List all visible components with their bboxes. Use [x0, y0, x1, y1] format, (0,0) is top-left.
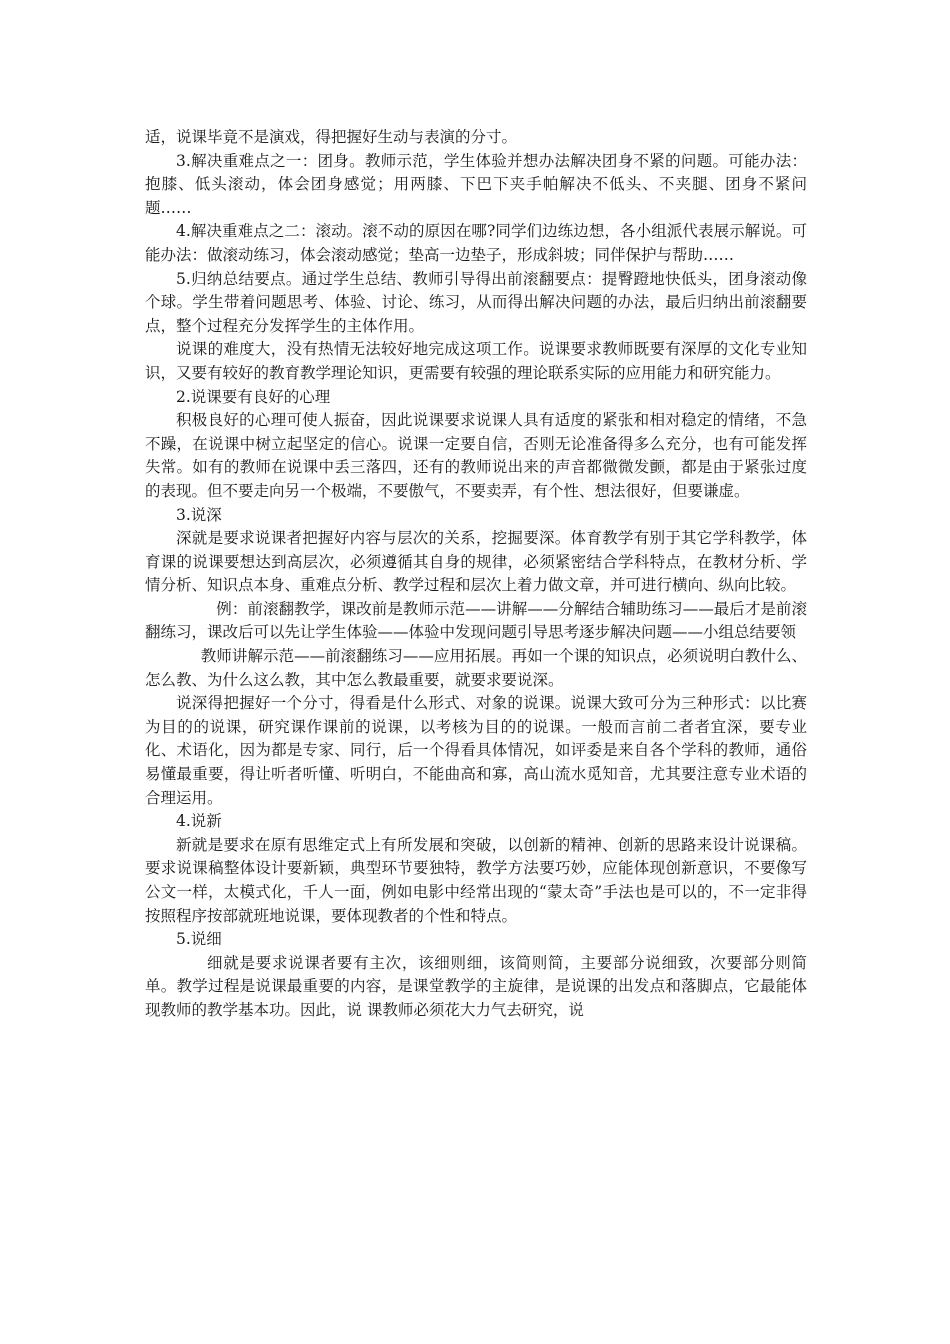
paragraph-step-4: 4.解决重难点之二：滚动。滚不动的原因在哪?同学们边练边想，各小组派代表展示解说。可能办法：做滚动练习，体会滚动感觉；垫高一边垫子，形成斜坡；同伴保护与帮助…… [145, 222, 807, 264]
paragraph-novelty: 新就是要求在原有思维定式上有所发展和突破，以创新的精神、创新的思路来设计说课稿。要求说课稿整体设计要新颖，典型环节要独特，教学方法要巧妙，应能体现创新意识，不要像写公文一样，太模式化，千人一面，例如电影中经常出现的“蒙太奇”手法也是可以的，不一定非得按照程序按部就班地说课，要体现教者的个性和特点。 [145, 835, 807, 925]
paragraph-difficulty: 说课的难度大，没有热情无法较好地完成这项工作。说课要求教师既要有深厚的文化专业知识，又要有较好的教育教学理论知识，更需要有较强的理论联系实际的应用能力和研究能力。 [145, 340, 807, 382]
paragraph-depth-measure: 说深得把握好一个分寸，得看是什么形式、对象的说课。说课大致可分为三种形式：以比赛为目的的说课，研究课作课前的说课，以考核为目的的说课。一般而言前二者者宜深，要专业化、术语化，因为都是专家、同行，后一个得看具体情况，如评委是来自各个学科的教师，通俗易懂最重要，得让听者听懂、听明白，不能曲高和寡，高山流水觅知音，尤其要注意专业术语的合理运用。 [145, 694, 807, 807]
paragraph-detail: 细就是要求说课者要有主次，该细则细，该简则简，主要部分说细致，次要部分则简单。教学过程是说课最重要的内容，是课堂教学的主旋律，是说课的出发点和落脚点，它最能体现教师的教学基本功。因此，说 课教师必须花大力气去研究，说 [145, 953, 807, 1019]
heading-detail: 5.说细 [176, 930, 222, 949]
paragraph-psychology: 积极良好的心理可使人振奋，因此说课要求说课人具有适度的紧张和相对稳定的情绪，不急不躁，在说课中树立起坚定的信心。说课一定要自信，否则无论准备得多么充分，也有可能发挥失常。如有的教师在说课中丢三落四，还有的教师说出来的声音都微微发颤，都是由于紧张过度的表现。但不要走向另一个极端，不要傲气，不要卖弄，有个性、想法很好，但要谦虚。 [145, 411, 807, 500]
paragraph-example: 例：前滚翻教学，课改前是教师示范——讲解——分解结合辅助练习——最后才是前滚翻练习，课改后可以先让学生体验——体验中发现问题引导思考逐步解决问题——小组总结要领 [145, 599, 807, 642]
paragraph-continuation: 适，说课毕竟不是演戏，得把握好生动与表演的分寸。 [145, 128, 518, 146]
paragraph-step-3: 3.解决重难点之一：团身。教师示范，学生体验并想办法解决团身不紧的问题。可能办法：抱膝、低头滚动，体会团身感觉；用两膝、下巴下夹手帕解决不低头、不夹腿、团身不紧问题…… [145, 151, 807, 217]
heading-depth: 3.说深 [176, 505, 222, 524]
paragraph-step-5: 5.归纳总结要点。通过学生总结、教师引导得出前滚翻要点：提臀蹬地快低头，团身滚动像个球。学生带着问题思考、体验、讨论、练习，从而得出解决问题的办法，最后归纳出前滚翻要点，整个过程充分发挥学生的主体作用。 [145, 269, 807, 335]
heading-psychology: 2.说课要有良好的心理 [176, 387, 331, 406]
paragraph-depth: 深就是要求说课者把握好内容与层次的关系，挖掘要深。体育教学有别于其它学科教学，体育课的说课要想达到高层次，必须遵循其自身的规律，必须紧密结合学科特点，在教材分析、学情分析、知识点本身、重难点分析、教学过程和层次上着力做文章，并可进行横向、纵向比较。 [145, 529, 807, 595]
heading-novelty: 4.说新 [176, 812, 222, 831]
paragraph-example-continued: 教师讲解示范——前滚翻练习——应用拓展。再如一个课的知识点，必须说明白教什么、怎么教、为什么这么教，其中怎么教最重要，就要求要说深。 [145, 647, 807, 689]
document-page [145, 126, 807, 1023]
